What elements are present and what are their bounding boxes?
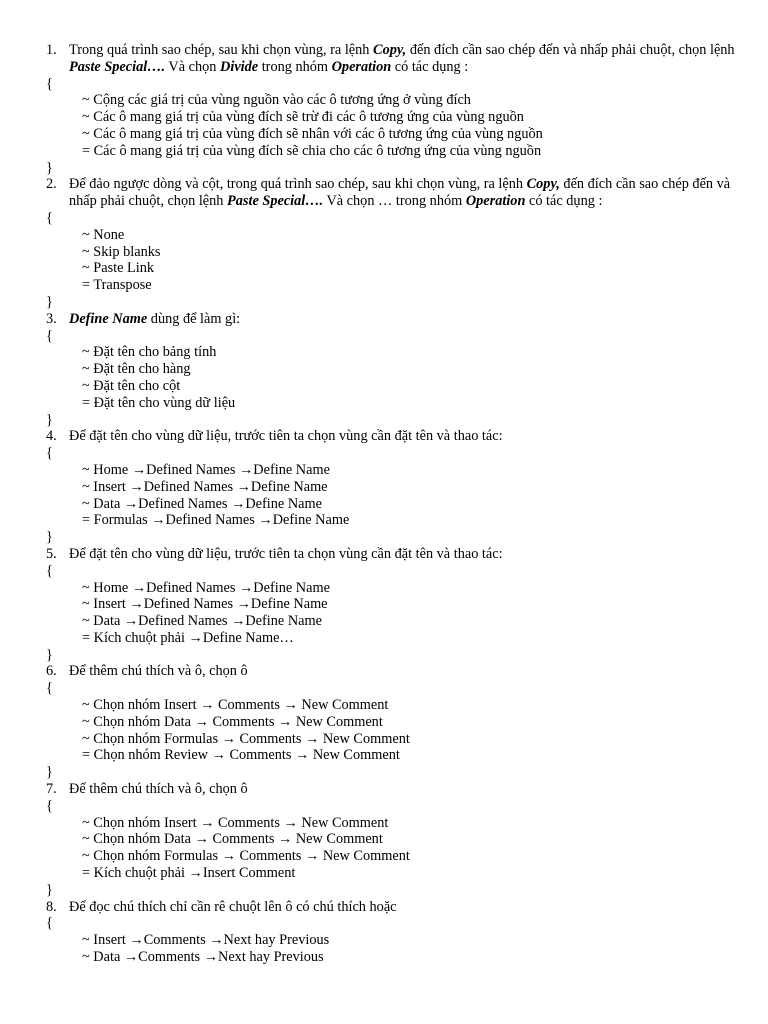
question-keyword: Paste Special….: [69, 58, 166, 75]
answer-option: ~ Chọn nhóm Insert → Comments → New Comment: [82, 697, 389, 714]
question-segment: Để đặt tên cho vùng dữ liệu, trước tiên ta chọn vùng cần đặt tên và thao tác:: [69, 545, 503, 562]
answer-option: = Các ô mang giá trị của vùng đích sẽ chia cho các ô tương ứng của vùng nguồn: [82, 142, 542, 159]
answer-option: = Transpose: [82, 277, 152, 294]
question-segment: có tác dụng :: [391, 58, 469, 75]
answer-option: ~ Insert →Defined Names →Define Name: [82, 478, 328, 495]
question-block: [0, 663, 768, 781]
question-block: [0, 176, 768, 310]
question-text: [0, 899, 768, 916]
question-keyword: Copy,: [526, 176, 560, 193]
question-block: [0, 428, 768, 546]
question-segment: Để thêm chú thích và ô, chọn ô: [69, 781, 248, 798]
open-brace: {: [46, 445, 53, 462]
answer-option: = Formulas →Defined Names →Define Name: [82, 512, 350, 529]
question-text: [0, 546, 768, 563]
question-text: [0, 42, 768, 76]
answer-option: = Kích chuột phải →Define Name…: [82, 629, 294, 646]
question-number: 5.: [46, 545, 57, 562]
question-text: [0, 311, 768, 328]
question-number: 3.: [46, 310, 57, 327]
close-brace: }: [46, 159, 53, 176]
answer-option: ~ Data →Comments →Next hay Previous: [82, 949, 324, 966]
question-keyword: Operation: [465, 193, 526, 210]
close-brace: }: [46, 529, 53, 546]
question-keyword: Paste Special….: [227, 193, 324, 210]
answer-option: ~ Insert →Defined Names →Define Name: [82, 596, 328, 613]
answer-option: ~ None: [82, 226, 125, 243]
question-segment: đến đích cần sao chép đến và nhấp phải chuột, chọn lệnh: [69, 176, 731, 210]
question-block: [0, 781, 768, 899]
question-keyword: Operation: [331, 58, 392, 75]
answer-option: ~ Chọn nhóm Insert → Comments → New Comment: [82, 814, 389, 831]
close-brace: }: [46, 764, 53, 781]
open-brace: {: [46, 327, 53, 344]
question-segment: Để đọc chú thích chỉ cần rê chuột lên ô có chú thích hoặc: [69, 898, 397, 915]
answer-option: ~ Home →Defined Names →Define Name: [82, 461, 330, 478]
open-brace: {: [46, 680, 53, 697]
answer-option: ~ Data →Defined Names →Define Name: [82, 613, 322, 630]
open-brace: {: [46, 562, 53, 579]
question-text: [0, 663, 768, 680]
question-text: [0, 428, 768, 445]
answer-option: = Kích chuột phải →Insert Comment: [82, 865, 296, 882]
question-keyword: Define Name: [69, 310, 148, 327]
question-segment: Để đảo ngược dòng và cột, trong quá trình sao chép, sau khi chọn vùng, ra lệnh: [69, 176, 527, 193]
question-segment: Để đặt tên cho vùng dữ liệu, trước tiên ta chọn vùng cần đặt tên và thao tác:: [69, 428, 503, 445]
answer-option: ~ Chọn nhóm Data → Comments → New Comment: [82, 713, 383, 730]
question-block: [0, 899, 768, 966]
question-segment: dùng để làm gì:: [147, 310, 241, 327]
answer-option: ~ Đặt tên cho bảng tính: [82, 344, 217, 361]
question-number: 8.: [46, 898, 57, 915]
answer-option: ~ Cộng các giá trị của vùng nguồn vào các ô tương ứng ở vùng đích: [82, 92, 471, 109]
question-keyword: Divide: [220, 58, 259, 75]
question-segment: trong nhóm: [258, 58, 332, 75]
question-segment: Và chọn: [165, 58, 221, 75]
answer-option: ~ Chọn nhóm Formulas → Comments → New Comment: [82, 730, 410, 747]
question-block: [0, 42, 768, 176]
answer-option: ~ Chọn nhóm Formulas → Comments → New Comment: [82, 848, 410, 865]
answer-option: ~ Chọn nhóm Data → Comments → New Comment: [82, 831, 383, 848]
question-text: [0, 781, 768, 798]
question-number: 2.: [46, 176, 57, 193]
answer-option: ~ Các ô mang giá trị của vùng đích sẽ trừ đi các ô tương ứng của vùng nguồn: [82, 109, 524, 126]
answer-option: ~ Insert →Comments →Next hay Previous: [82, 932, 330, 949]
answer-option: ~ Các ô mang giá trị của vùng đích sẽ nhân với các ô tương ứng của vùng nguồn: [82, 125, 543, 142]
open-brace: {: [46, 75, 53, 92]
close-brace: }: [46, 411, 53, 428]
question-segment: Và chọn … trong nhóm: [323, 193, 466, 210]
question-keyword: Copy,: [373, 42, 407, 58]
close-brace: }: [46, 881, 53, 898]
answer-option: ~ Home →Defined Names →Define Name: [82, 579, 330, 596]
answer-option: ~ Đặt tên cho cột: [82, 377, 181, 394]
question-block: [0, 546, 768, 664]
question-segment: đến đích cần sao chép đến và nhấp phải chuột, chọn lệnh: [406, 42, 735, 58]
answer-option: ~ Data →Defined Names →Define Name: [82, 495, 322, 512]
question-segment: Trong quá trình sao chép, sau khi chọn vùng, ra lệnh: [69, 42, 374, 58]
open-brace: {: [46, 797, 53, 814]
question-block: [0, 311, 768, 429]
question-number: 1.: [46, 42, 57, 58]
question-number: 6.: [46, 663, 57, 680]
question-number: 4.: [46, 428, 57, 445]
close-brace: }: [46, 646, 53, 663]
open-brace: {: [46, 915, 53, 932]
answer-option: ~ Đặt tên cho hàng: [82, 361, 191, 378]
open-brace: {: [46, 209, 53, 226]
question-text: [0, 176, 768, 210]
answer-option: ~ Skip blanks: [82, 243, 161, 260]
answer-option: ~ Paste Link: [82, 260, 155, 277]
document-page: [0, 42, 768, 966]
question-segment: có tác dụng :: [525, 193, 603, 210]
question-segment: Để thêm chú thích và ô, chọn ô: [69, 663, 248, 680]
answer-option: = Đặt tên cho vùng dữ liệu: [82, 394, 236, 411]
answer-option: = Chọn nhóm Review → Comments → New Comment: [82, 747, 400, 764]
close-brace: }: [46, 293, 53, 310]
question-number: 7.: [46, 781, 57, 798]
